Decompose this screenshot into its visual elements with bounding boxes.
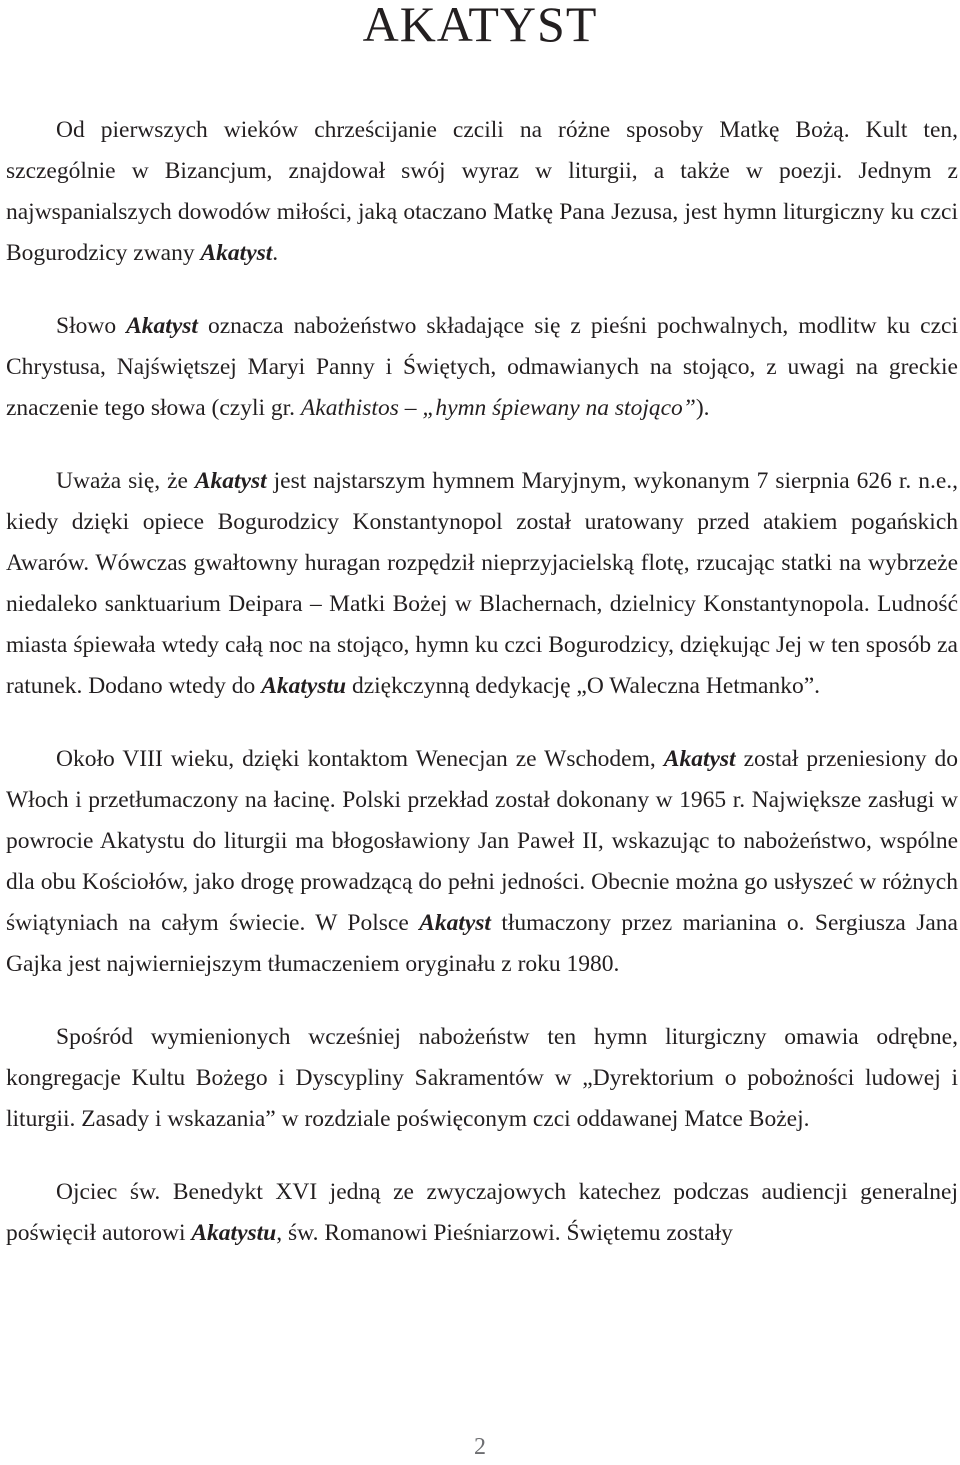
term-akatystu: Akatystu <box>261 673 347 699</box>
article-body <box>6 110 958 1286</box>
paragraph-directory: Spośród wymienionych wcześniej nabożeństw ten hymn liturgiczny omawia odrębne, kongregacje Kultu Bożego i Dyscypliny Sakramentów w „Dyrektorium o pobożności ludowej i liturgii. Zasady i wskazania” w rozdziale poświęconym czci oddawanej Matce Bożej. <box>6 1024 958 1132</box>
term-akatystu: Akatystu <box>191 1220 277 1246</box>
paragraph-definition: Słowo Akatyst oznacza nabożeństwo składające się z pieśni pochwalnych, modlitw ku czci Chrystusa, Najświętszej Maryi Panny i Świętych, odmawianych na stojąco, z uwagi na greckie znaczenie tego słowa (czyli gr. Akathistos – „hymn śpiewany na stojąco”). <box>6 313 958 421</box>
term-akatyst: Akatyst <box>663 746 736 772</box>
term-akatyst: Akatyst <box>200 240 273 266</box>
page-number: 2 <box>474 1434 486 1460</box>
term-akatyst: Akatyst <box>194 468 267 494</box>
term-akatyst: Akatyst <box>126 313 198 339</box>
paragraph-history: Uważa się, że Akatyst jest najstarszym hymnem Maryjnym, wykonanym 7 sierpnia 626 r. n.e., kiedy dzięki opiece Bogurodzicy Konstantynopol został uratowany przed atakiem pogańskich Awarów. Wówczas gwałtowny huragan rozpędził nieprzyjacielską flotę, rzucając statki na wybrzeże niedaleko sanktuarium Deipara – Matki Bożej w Blachernach, dzielnicy Konstantynopola. Ludność miasta śpiewała wtedy całą noc na stojąco, hymn ku czci Bogurodzicy, dziękując Jej w ten sposób za ratunek. Dodano wtedy do Akatystu dziękczynną dedykację „O Waleczna Hetmanko”. <box>6 468 958 699</box>
term-akatyst: Akatyst <box>419 910 491 936</box>
paragraph-translation: Około VIII wieku, dzięki kontaktom Wenecjan ze Wschodem, Akatyst został przeniesiony do Włoch i przetłumaczony na łacinę. Polski przekład został dokonany w 1965 r. Największe zasługi w powrocie Akatystu do liturgii ma błogosławiony Jan Paweł II, wskazując to nabożeństwo, wspólne dla obu Kościołów, jako drogę prowadzącą do pełni jedności. Obecnie można go usłyszeć w różnych świątyniach na całym świecie. W Polsce Akatyst tłumaczony przez marianina o. Sergiusza Jana Gajka jest najwierniejszym tłumaczeniem oryginału z roku 1980. <box>6 746 958 977</box>
paragraph-intro: Od pierwszych wieków chrześcijanie czcili na różne sposoby Matkę Bożą. Kult ten, szczególnie w Bizancjum, znajdował swój wyraz w liturgii, a także w poezji. Jednym z najwspanialszych dowodów miłości, jaką otaczano Matkę Pana Jezusa, jest hymn liturgiczny ku czci Bogurodzicy zwany Akatyst. <box>6 117 958 266</box>
page-title: AKATYST <box>362 0 598 52</box>
greek-term: Akathistos – „hymn śpiewany na stojąco” <box>300 395 696 421</box>
paragraph-benedict: Ojciec św. Benedykt XVI jedną ze zwyczajowych katechez podczas audiencji generalnej poświęcił autorowi Akatystu, św. Romanowi Pieśniarzowi. Świętemu zostały <box>6 1179 958 1246</box>
